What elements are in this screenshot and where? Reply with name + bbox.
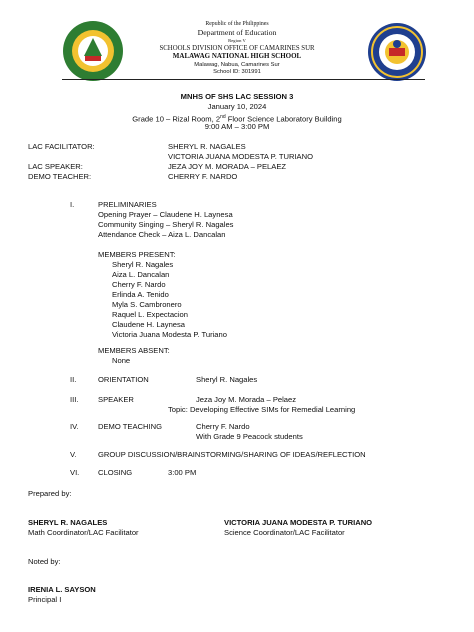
agenda-item: Attendance Check – Aiza L. Dancalan [98,230,226,239]
noted-by-label: Noted by: [28,557,61,566]
member-present: Erlinda A. Tenido [112,290,169,299]
member-present: Victoria Juana Modesta P. Turiano [112,330,227,339]
section-number: I. [70,200,75,209]
member-absent: None [112,356,131,365]
noted-name: IRENIA L. SAYSON [28,585,96,594]
section-title: SPEAKER [98,395,134,404]
section-detail: With Grade 9 Peacock students [196,432,303,441]
department-line: Department of Education [197,28,277,37]
noted-title: Principal I [28,595,62,604]
members-present-label: MEMBERS PRESENT: [98,250,176,259]
member-present: Cherry F. Nardo [112,280,166,289]
member-present: Claudene H. Laynesa [112,320,186,329]
member-present: Aiza L. Dancalan [112,270,170,279]
section-title: PRELIMINARIES [98,200,157,209]
region-line: Region V [228,38,246,43]
agenda-item: Opening Prayer – Claudene H. Laynesa [98,210,233,219]
member-present: Myla S. Cambronero [112,300,182,309]
section-number: IV. [70,422,79,431]
section-title: GROUP DISCUSSION/BRAINSTORMING/SHARING OF IDEAS/REFLECTION [98,450,366,459]
agenda-item: Community Singing – Sheryl R. Nagales [98,220,234,229]
section-value: 3:00 PM [168,468,197,477]
role-label: LAC SPEAKER: [28,162,83,171]
section-topic: Topic: Developing Effective SIMs for Remedial Learning [168,405,356,414]
signatory-name: SHERYL R. NAGALES [28,518,108,527]
section-title: CLOSING [98,468,133,477]
session-date [0,102,474,112]
session-time: 9:00 AM – 3:00 PM [204,122,270,131]
section-number: V. [70,450,77,459]
school-id: School ID: 301991 [213,69,261,75]
division-line: SCHOOLS DIVISION OFFICE OF CAMARINES SUR [159,45,315,52]
role-value: CHERRY F. NARDO [168,172,238,181]
role-label: DEMO TEACHER: [28,172,92,181]
member-present: Raquel L. Expectacion [112,310,188,319]
section-number: II. [70,375,77,384]
section-value: Cherry F. Nardo [196,422,250,431]
prepared-by-label: Prepared by: [28,489,72,498]
venue-text: Grade 10 – Rizal Room, 2 [132,114,221,124]
members-absent-label: MEMBERS ABSENT: [98,346,170,355]
signatory-name: VICTORIA JUANA MODESTA P. TURIANO [224,518,373,527]
republic-line: Republic of the Philippines [205,21,269,27]
section-value: Jeza Joy M. Morada – Pelaez [196,395,297,404]
role-value: SHERYL R. NAGALES [168,142,246,151]
venue-text-rest: Floor Science Laboratory Building [225,114,342,124]
signatory-title: Math Coordinator/LAC Facilitator [28,528,139,537]
session-title: MNHS OF SHS LAC SESSION 3 [180,92,294,101]
section-number: III. [70,395,79,404]
role-value: VICTORIA JUANA MODESTA P. TURIANO [168,152,314,161]
role-value: JEZA JOY M. MORADA – PELAEZ [168,162,287,171]
section-number: VI. [70,468,80,477]
session-date-text: January 10, 2024 [207,102,267,111]
member-present: Sheryl R. Nagales [112,260,174,269]
section-title: DEMO TEACHING [98,422,162,431]
school-name: MALAWAG NATIONAL HIGH SCHOOL [172,52,302,60]
role-label: LAC FACILITATOR: [28,142,95,151]
section-title: ORIENTATION [98,375,149,384]
venue-sup: nd [220,114,226,120]
header-divider [62,79,425,80]
section-value: Sheryl R. Nagales [196,375,258,384]
school-address: Malawag, Nabua, Camarines Sur [194,62,280,68]
signatory-title: Science Coordinator/LAC Facilitator [224,528,345,537]
